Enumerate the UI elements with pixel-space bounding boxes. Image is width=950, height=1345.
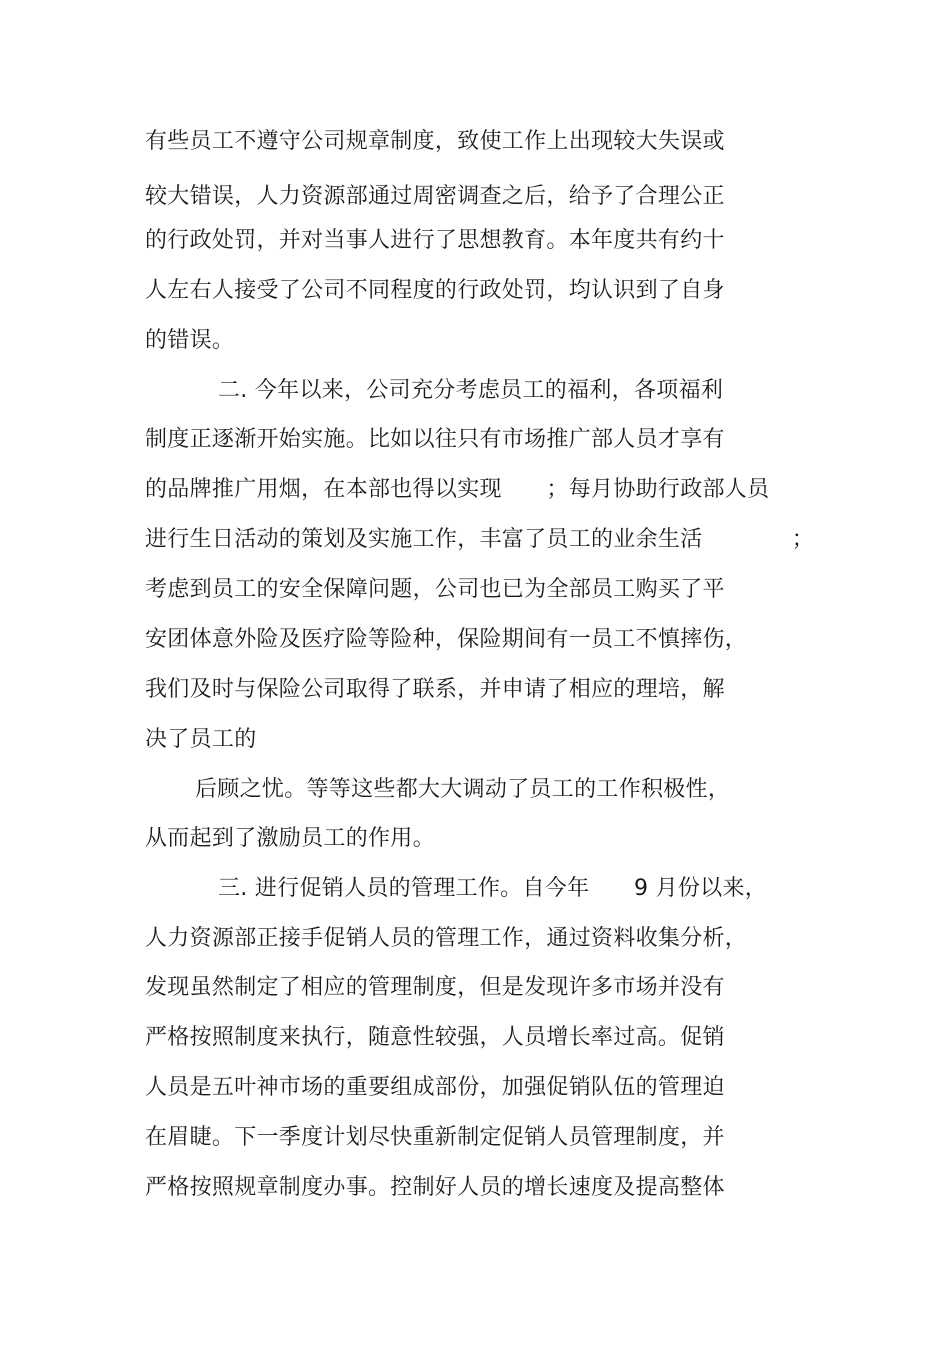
text-line: 制度正逐渐开始实施。比如以往只有市场推广部人员才享有: [145, 427, 725, 452]
text-line: 的行政处罚，并对当事人进行了思想教育。本年度共有约十: [145, 228, 725, 253]
text-line: 安团体意外险及医疗险等险种，保险期间有一员工不慎摔伤，: [145, 627, 748, 652]
text-line: 的品牌推广用烟，在本部也得以实现 ；每月协助行政部人员: [145, 477, 770, 502]
text-line: 决了员工的: [145, 727, 257, 752]
section-three-heading: 三. 进行促销人员的管理工作。自今年 9 月份以来，: [218, 876, 768, 901]
text-line: 有些员工不遵守公司规章制度，致使工作上出现较大失误或: [145, 129, 725, 154]
text-line: 较大错误，人力资源部通过周密调查之后，给予了合理公正: [145, 184, 725, 209]
text-line: 从而起到了激励员工的作用。: [145, 826, 435, 851]
text-line: 的错误。: [145, 328, 235, 353]
text-line: 人员是五叶神市场的重要组成部份，加强促销队伍的管理迫: [145, 1075, 725, 1100]
text-line: 我们及时与保险公司取得了联系，并申请了相应的理培，解: [145, 677, 725, 702]
text-line: 进行生日活动的策划及实施工作，丰富了员工的业余生活 ；: [145, 527, 815, 552]
text-line: 考虑到员工的安全保障问题，公司也已为全部员工购买了平: [145, 577, 725, 602]
text-line: 严格按照制度来执行，随意性较强，人员增长率过高。促销: [145, 1025, 725, 1050]
text-line: 人力资源部正接手促销人员的管理工作，通过资料收集分析，: [145, 926, 748, 951]
text-line: 严格按照规章制度办事。控制好人员的增长速度及提高整体: [145, 1175, 725, 1200]
text-line: 发现虽然制定了相应的管理制度，但是发现许多市场并没有: [145, 975, 725, 1000]
text-line: 后顾之忧。等等这些都大大调动了员工的工作积极性，: [195, 777, 731, 802]
text-line: 人左右人接受了公司不同程度的行政处罚，均认识到了自身: [145, 278, 725, 303]
section-two-heading: 二. 今年以来，公司充分考虑员工的福利，各项福利: [218, 378, 724, 403]
text-line: 在眉睫。下一季度计划尽快重新制定促销人员管理制度，并: [145, 1125, 725, 1150]
